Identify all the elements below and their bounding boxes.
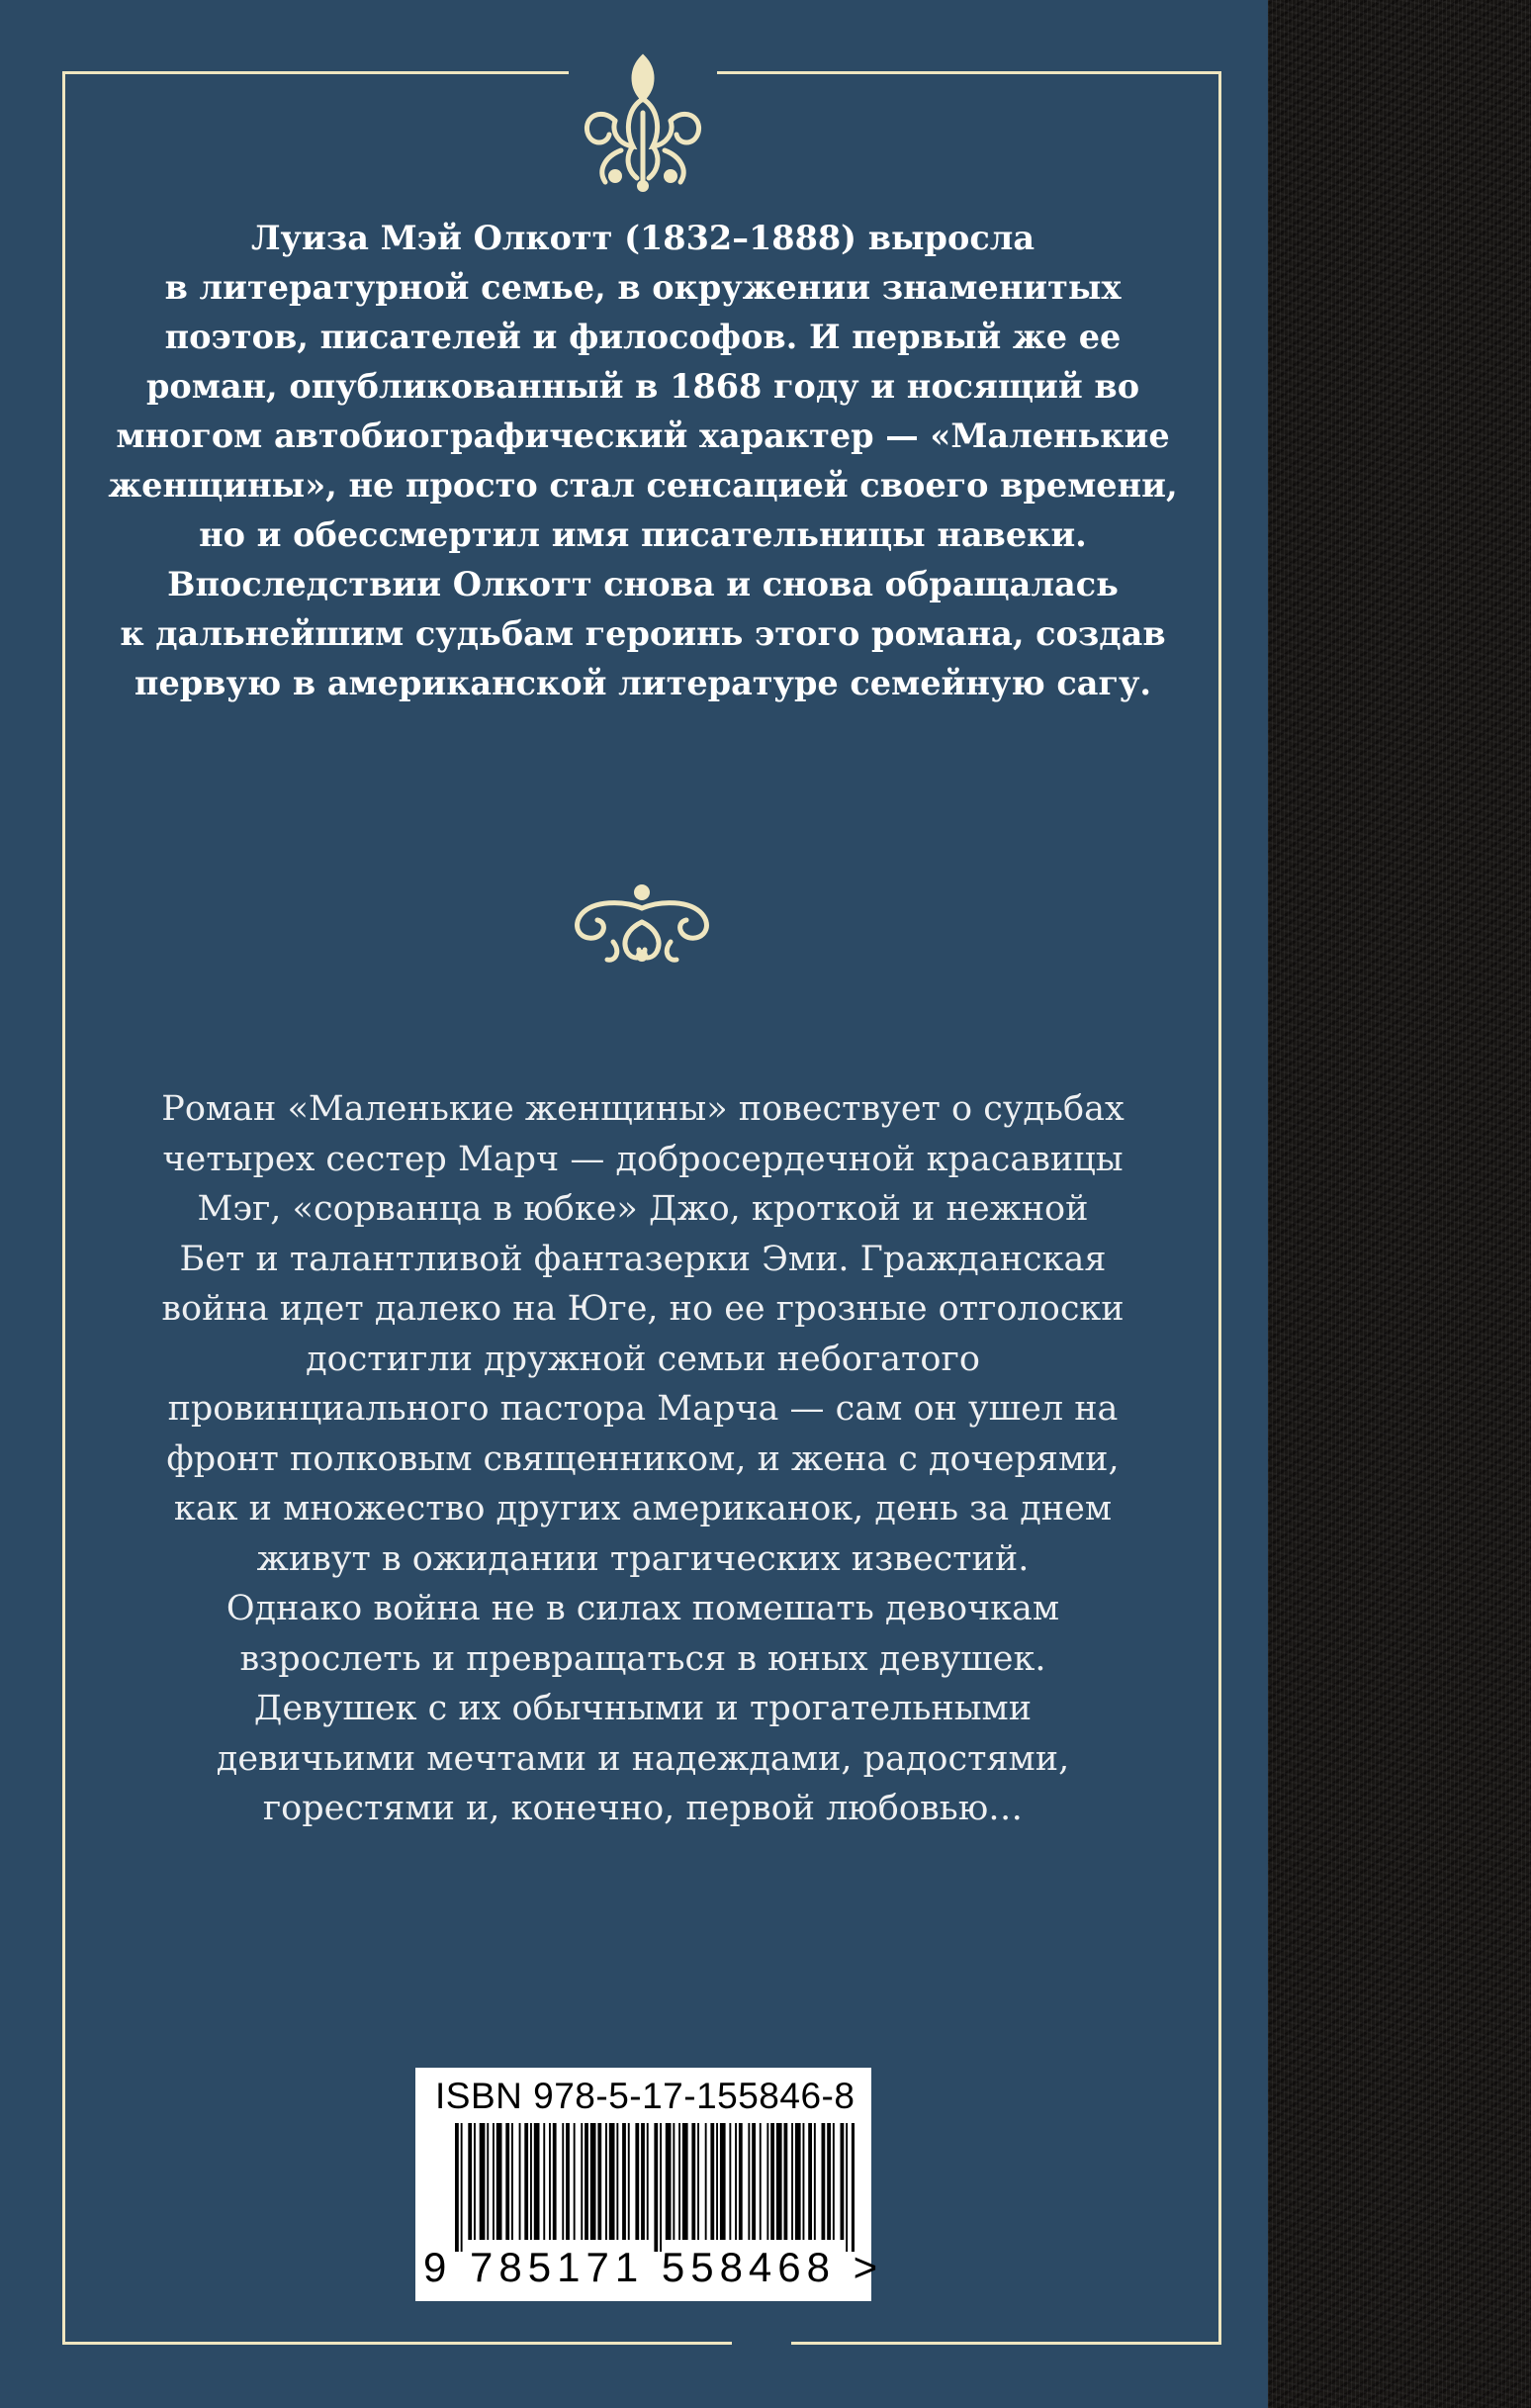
bio-line: Впоследствии Олкотт снова и снова обращалась — [167, 565, 1119, 603]
summary-line: Девушек с их обычными и трогательными — [253, 1689, 1033, 1728]
isbn-label: ISBN 978-5-17-155846-8 — [435, 2076, 856, 2116]
bio-line: женщины», не просто стал сенсацией своего времени, — [108, 466, 1178, 505]
summary-line: девичьими мечтами и надеждами, радостями, — [216, 1738, 1070, 1779]
summary-line: достигли дружной семьи небогатого — [306, 1339, 980, 1379]
summary-line: четырех сестер Марч — добросердечной красавицы — [162, 1139, 1124, 1179]
bio-line: роман, опубликованный в 1868 году и носящий во — [145, 367, 1140, 406]
bio-line: первую в американской литературе семейную сагу. — [134, 664, 1152, 702]
author-biography — [99, 214, 1187, 708]
bio-line: Луиза Мэй Олкотт (1832–1888) выросла — [250, 219, 1036, 257]
summary-line: взрослеть и превращаться в юных девушек. — [239, 1638, 1046, 1679]
bio-line: но и обессмертил имя писательницы навеки. — [199, 515, 1087, 554]
summary-line: война идет далеко на Юге, но ее грозные отголоски — [161, 1289, 1125, 1329]
bio-line: поэтов, писателей и философов. И первый же ее — [164, 318, 1122, 356]
bio-line: к дальнейшим судьбам героинь этого романа, создав — [120, 614, 1166, 653]
barcode-digits: 9 785171 558468 > — [423, 2244, 884, 2290]
summary-line: Роман «Маленькие женщины» повествует о судьбах — [161, 1089, 1125, 1129]
summary-line: Однако война не в силах помешать девочкам — [225, 1589, 1060, 1628]
summary-line: горестями и, конечно, первой любовью… — [262, 1789, 1024, 1828]
scroll-flourish-ornament-icon — [564, 879, 720, 968]
barcode-bars-icon — [453, 2123, 855, 2252]
fleur-de-lis-ornament-icon — [576, 47, 710, 194]
summary-line: Мэг, «сорванца в юбке» Джо, кроткой и нежной — [197, 1189, 1089, 1229]
summary-line: фронт полковым священником, и жена с дочерями, — [166, 1438, 1120, 1479]
isbn-barcode — [415, 2068, 884, 2301]
summary-line: живут в ожидании трагических известий. — [256, 1538, 1030, 1579]
bio-line: многом автобиографический характер — «Маленькие — [116, 417, 1170, 455]
frame-gap-bottom — [732, 2335, 791, 2355]
bio-line: в литературной семье, в окружении знаменитых — [164, 268, 1122, 307]
book-spine-texture — [1268, 0, 1531, 2408]
summary-line: провинциального пастора Марча — сам он ушел на — [167, 1389, 1119, 1429]
summary-line: как и множество других американок, день за днем — [173, 1489, 1113, 1528]
book-summary — [89, 1084, 1197, 1834]
summary-line: Бет и талантливой фантазерки Эми. Гражданская — [179, 1239, 1107, 1279]
